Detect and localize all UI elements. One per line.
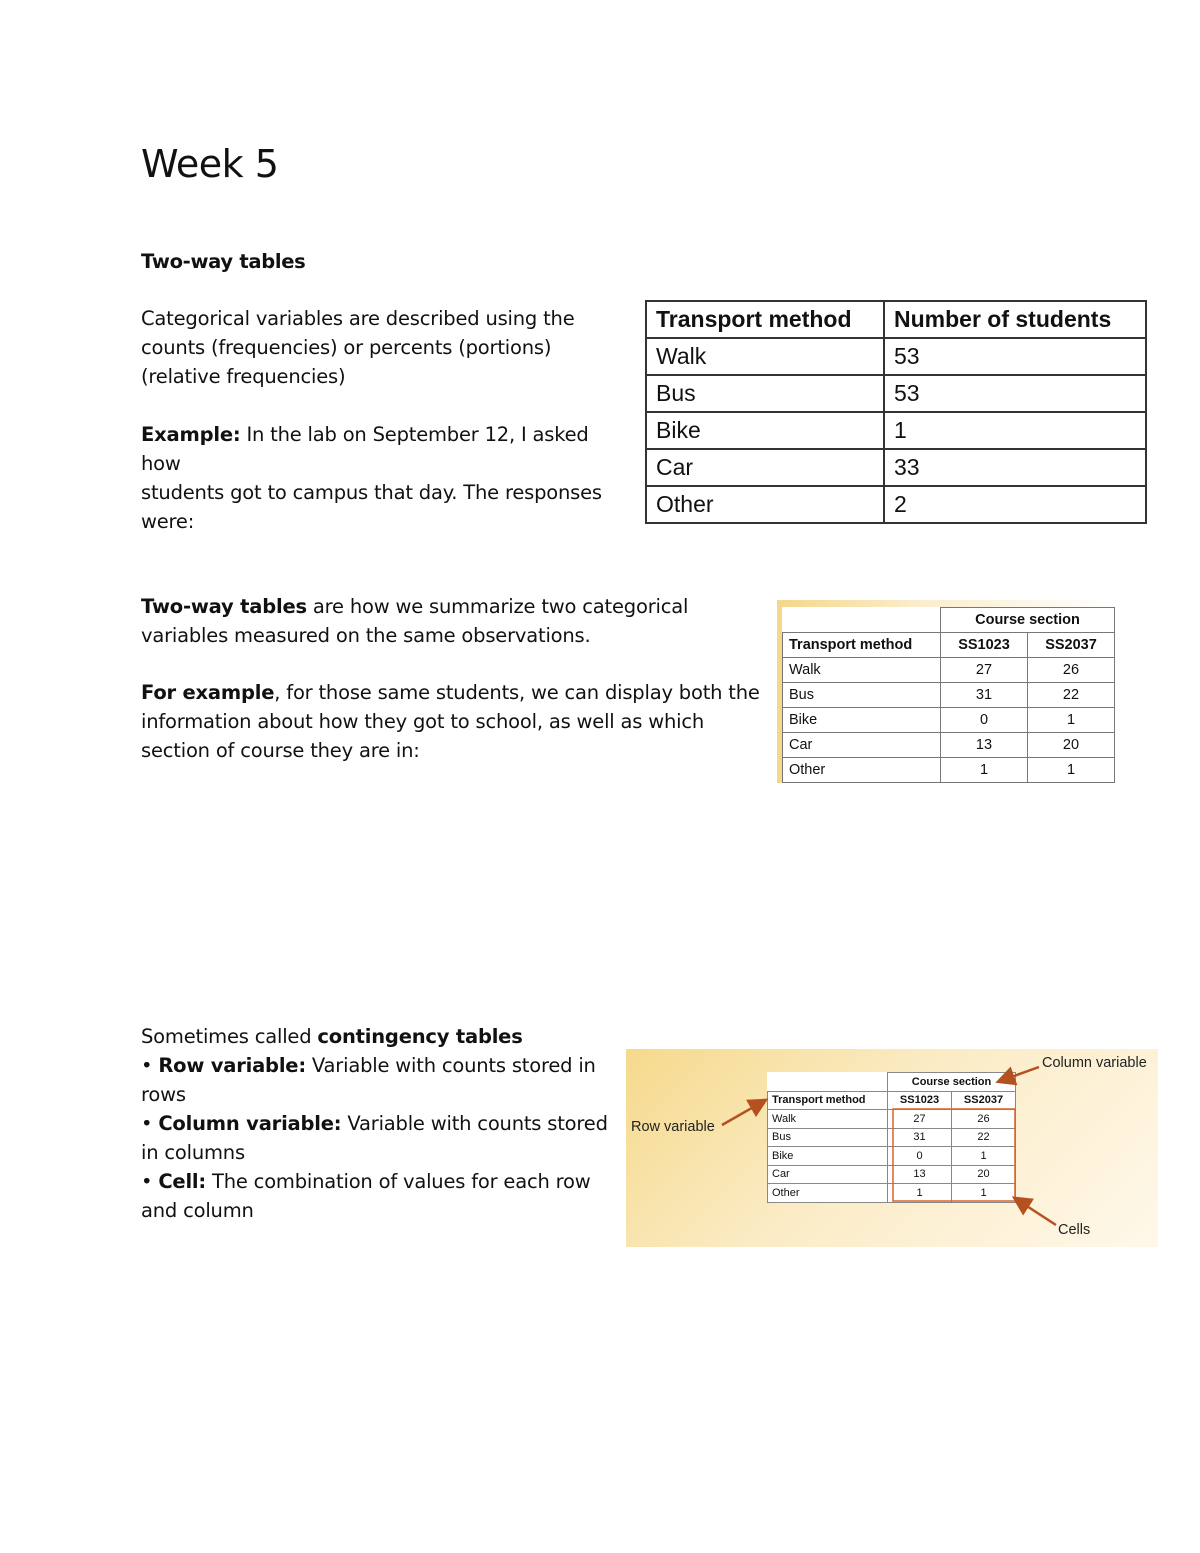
- column-variable-text: Variable with counts stored: [341, 1112, 608, 1135]
- table-cell: Bike: [646, 412, 884, 449]
- contingency-diagram: [626, 1049, 1158, 1247]
- cell-text: and column: [141, 1199, 254, 1222]
- table-row: [783, 708, 1115, 733]
- example-text: students got to campus that day. The responses: [141, 481, 602, 504]
- table-cell: 1: [1028, 708, 1115, 733]
- course-section-table: [782, 607, 1115, 783]
- diagram-annotations: [626, 1049, 1158, 1247]
- forexample-bold: For example: [141, 681, 275, 704]
- table-cell: 22: [952, 1128, 1016, 1147]
- table-row: [646, 338, 1146, 375]
- section-heading: Two-way tables: [141, 250, 306, 273]
- table-row: [646, 449, 1146, 486]
- page-title: Week 5: [141, 142, 279, 186]
- table-row: [646, 412, 1146, 449]
- table-cell: Other: [783, 758, 941, 783]
- table-cell: 26: [952, 1110, 1016, 1129]
- table-cell: Bike: [768, 1147, 888, 1166]
- table-row: [783, 758, 1115, 783]
- table-header: Transport method: [768, 1091, 888, 1110]
- table-header: SS2037: [1028, 633, 1115, 658]
- table-cell: Bus: [768, 1128, 888, 1147]
- intro-line: Categorical variables are described using the: [141, 307, 575, 330]
- table-row: [783, 733, 1115, 758]
- column-variable-label: Column variable:: [158, 1112, 342, 1135]
- intro-paragraph: [141, 304, 631, 391]
- contingency-bold: contingency tables: [317, 1025, 523, 1048]
- column-variable-text: in columns: [141, 1141, 245, 1164]
- bullet: •: [141, 1054, 153, 1077]
- table-cell: 13: [888, 1165, 952, 1184]
- table-row: [783, 658, 1115, 683]
- course-section-table-image: [777, 600, 1117, 783]
- table-cell: 53: [884, 375, 1146, 412]
- table-header: SS1023: [888, 1091, 952, 1110]
- bullet: •: [141, 1112, 153, 1135]
- table-cell: 1: [1028, 758, 1115, 783]
- twoway-text: are how we summarize two categorical: [306, 595, 689, 618]
- twoway-paragraph: [141, 592, 761, 650]
- table-cell: Other: [768, 1184, 888, 1203]
- table-cell: 0: [888, 1147, 952, 1166]
- forexample-text: section of course they are in:: [141, 739, 420, 762]
- example-paragraph: [141, 420, 631, 536]
- table-cell: 1: [941, 758, 1028, 783]
- table-cell: 1: [884, 412, 1146, 449]
- cell-text: The combination of values for each row: [206, 1170, 591, 1193]
- example-label: Example:: [141, 423, 241, 446]
- group-header: Course section: [941, 608, 1115, 633]
- table-cell: Bus: [783, 683, 941, 708]
- table-cell: 26: [1028, 658, 1115, 683]
- table-cell: 53: [884, 338, 1146, 375]
- bullet: •: [141, 1170, 153, 1193]
- column-variable-callout: Column variable: [1042, 1055, 1147, 1071]
- column-variable-arrow: [1000, 1067, 1039, 1081]
- row-variable-arrow: [722, 1101, 764, 1125]
- table-header: Transport method: [783, 633, 941, 658]
- cells-highlight-box: [893, 1109, 1015, 1201]
- twoway-bold: Two-way tables: [141, 595, 307, 618]
- contingency-prefix: Sometimes called: [141, 1025, 318, 1048]
- table-row: [646, 486, 1146, 523]
- table-cell: Car: [768, 1165, 888, 1184]
- cells-arrow: [1016, 1199, 1056, 1225]
- twoway-text: variables measured on the same observations.: [141, 624, 591, 647]
- table-cell: Car: [783, 733, 941, 758]
- table-cell: 27: [941, 658, 1028, 683]
- table-cell: 1: [888, 1184, 952, 1203]
- row-variable-label: Row variable:: [158, 1054, 306, 1077]
- table-cell: Car: [646, 449, 884, 486]
- forexample-text: , for those same students, we can display both the: [274, 681, 760, 704]
- table-row: [646, 375, 1146, 412]
- transport-table: [645, 300, 1147, 524]
- table-cell: 2: [884, 486, 1146, 523]
- table-header: Transport method: [646, 301, 884, 338]
- table-header: Number of students: [884, 301, 1146, 338]
- example-text: were:: [141, 510, 195, 533]
- table-cell: 20: [1028, 733, 1115, 758]
- table-row: [783, 683, 1115, 708]
- table-cell: 27: [888, 1110, 952, 1129]
- forexample-text: information about how they got to school, as well as which: [141, 710, 705, 733]
- table-header-row: [646, 301, 1146, 338]
- table-cell: Walk: [646, 338, 884, 375]
- table-cell: 20: [952, 1165, 1016, 1184]
- cells-callout: Cells: [1058, 1222, 1091, 1238]
- contingency-paragraph: [141, 1022, 611, 1225]
- table-cell: 1: [952, 1147, 1016, 1166]
- table-cell: Walk: [768, 1110, 888, 1129]
- table-cell: 1: [952, 1184, 1016, 1203]
- intro-line: counts (frequencies) or percents (portions): [141, 336, 552, 359]
- example-text: In the lab on September 12, I asked how: [141, 423, 589, 475]
- table-header: SS1023: [941, 633, 1028, 658]
- row-variable-callout: Row variable: [631, 1119, 715, 1135]
- forexample-paragraph: [141, 678, 761, 765]
- table-cell: 31: [888, 1128, 952, 1147]
- row-variable-text: Variable with counts stored in: [305, 1054, 596, 1077]
- intro-line: (relative frequencies): [141, 365, 346, 388]
- group-header: Course section: [888, 1073, 1016, 1092]
- table-cell: Walk: [783, 658, 941, 683]
- table-header: SS2037: [952, 1091, 1016, 1110]
- table-cell: Bike: [783, 708, 941, 733]
- table-cell: 31: [941, 683, 1028, 708]
- cell-label: Cell:: [158, 1170, 207, 1193]
- table-cell: 0: [941, 708, 1028, 733]
- table-cell: 13: [941, 733, 1028, 758]
- table-cell: 22: [1028, 683, 1115, 708]
- table-cell: 33: [884, 449, 1146, 486]
- table-cell: Other: [646, 486, 884, 523]
- row-variable-text: rows: [141, 1083, 186, 1106]
- table-cell: Bus: [646, 375, 884, 412]
